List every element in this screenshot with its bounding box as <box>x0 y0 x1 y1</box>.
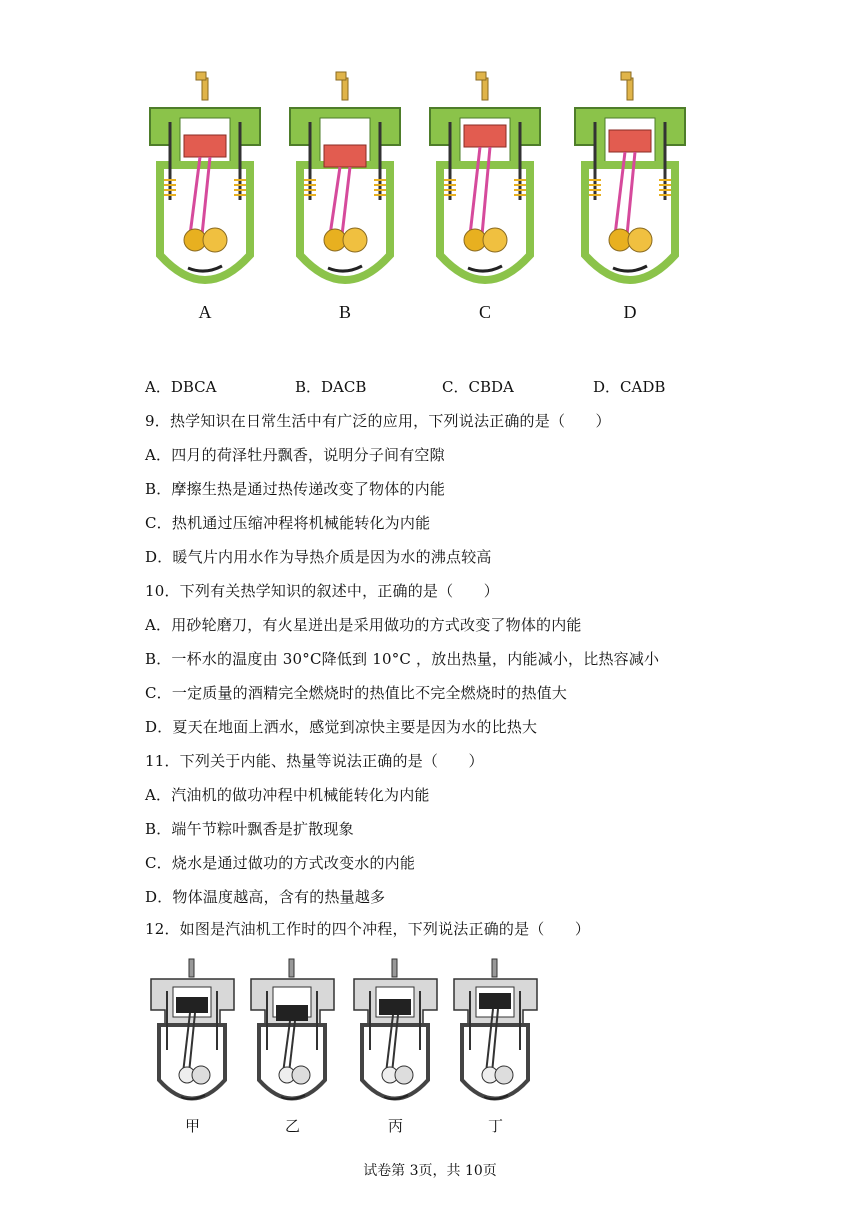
engine-diagram-jia <box>145 955 240 1135</box>
engine-d-illustration <box>565 70 695 295</box>
engine-label-jia: 甲 <box>184 1117 200 1135</box>
q8-option-d[interactable]: D．CADB <box>593 378 666 396</box>
engine-label-d: D <box>623 302 637 322</box>
q9-option-d[interactable]: D．暖气片内用水作为导热介质是因为水的沸点较高 <box>145 548 492 566</box>
q11-option-a[interactable]: A．汽油机的做功冲程中机械能转化为内能 <box>145 786 430 804</box>
engine-diagram-c <box>420 70 550 340</box>
engine-label-b: B <box>338 302 351 322</box>
engine-b-illustration <box>280 70 410 295</box>
engine-label-c: C <box>478 302 491 322</box>
engine-jia-illustration <box>145 955 240 1113</box>
q8-option-b[interactable]: B．DACB <box>295 378 367 396</box>
q11-option-d[interactable]: D．物体温度越高，含有的热量越多 <box>145 888 386 906</box>
engine-diagram-b <box>280 70 410 340</box>
q12-stem: 12．如图是汽油机工作时的四个冲程，下列说法正确的是（ ） <box>145 920 591 938</box>
engine-diagram-a <box>140 70 270 340</box>
engine-label-bing: 丙 <box>387 1117 403 1135</box>
engine-c-illustration <box>420 70 550 295</box>
q9-option-c[interactable]: C．热机通过压缩冲程将机械能转化为内能 <box>145 514 431 532</box>
engine-label-ding: 丁 <box>487 1117 503 1135</box>
q8-option-c[interactable]: C．CBDA <box>442 378 514 396</box>
engine-figure-colored <box>140 70 720 340</box>
engine-ding-illustration <box>448 955 543 1113</box>
q11-stem: 11．下列关于内能、热量等说法正确的是（ ） <box>145 752 484 770</box>
engine-diagram-d <box>565 70 695 340</box>
engine-diagram-ding <box>448 955 543 1135</box>
q9-option-b[interactable]: B．摩擦生热是通过热传递改变了物体的内能 <box>145 480 446 498</box>
engine-yi-illustration <box>245 955 340 1113</box>
q10-option-d[interactable]: D．夏天在地面上洒水，感觉到凉快主要是因为水的比热大 <box>145 718 538 736</box>
q10-stem: 10．下列有关热学知识的叙述中，正确的是（ ） <box>145 582 499 600</box>
q9-stem: 9．热学知识在日常生活中有广泛的应用，下列说法正确的是（ ） <box>145 412 611 430</box>
q8-option-a[interactable]: A．DBCA <box>145 378 217 396</box>
engine-a-illustration <box>140 70 270 295</box>
page-footer: 试卷第 3页，共 10页 <box>363 1163 497 1179</box>
q10-option-a[interactable]: A．用砂轮磨刀，有火星迸出是采用做功的方式改变了物体的内能 <box>145 616 582 634</box>
q11-option-b[interactable]: B．端午节粽叶飘香是扩散现象 <box>145 820 354 838</box>
q10-option-b[interactable]: B．一杯水的温度由 30°C降低到 10°C ，放出热量，内能减小，比热容减小 <box>145 650 660 668</box>
q9-option-a[interactable]: A．四月的荷泽牡丹飘香，说明分子间有空隙 <box>145 446 445 464</box>
engine-diagram-yi <box>245 955 340 1135</box>
engine-bing-illustration <box>348 955 443 1113</box>
engine-figure-grayscale <box>145 955 545 1135</box>
q10-option-c[interactable]: C．一定质量的酒精完全燃烧时的热值比不完全燃烧时的热值大 <box>145 684 568 702</box>
engine-label-a: A <box>198 302 212 322</box>
engine-diagram-bing <box>348 955 443 1135</box>
engine-label-yi: 乙 <box>284 1117 300 1135</box>
q11-option-c[interactable]: C．烧水是通过做功的方式改变水的内能 <box>145 854 416 872</box>
